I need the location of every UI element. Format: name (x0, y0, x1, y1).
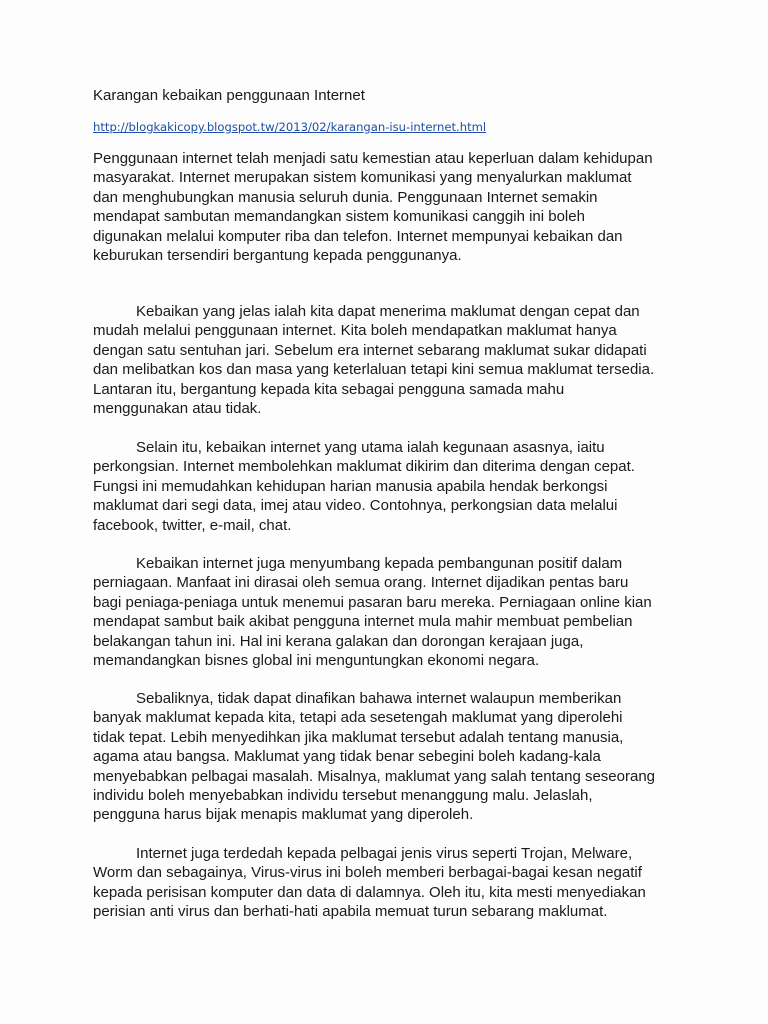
paragraph-line: kepada perisisan komputer dan data di dalamnya. Oleh itu, kita mesti menyediakan (93, 883, 646, 901)
paragraph-line: keburukan tersendiri bergantung kepada penggunanya. (93, 247, 462, 265)
paragraph-intro (93, 149, 683, 265)
paragraph-line: mendapat sambut baik akibat pengguna internet mula mahir membuat pembelian (93, 613, 633, 631)
paragraph-keburukan (93, 689, 683, 825)
paragraph-line: dan melibatkan kos dan masa yang keterlaluan tetapi kini semua maklumat tersedia. (93, 361, 655, 379)
paragraph-line: tidak tepat. Lebih menyedihkan jika maklumat tersebut adalah tentang manusia, (93, 728, 624, 746)
paragraph-line: Internet juga terdedah kepada pelbagai jenis virus seperti Trojan, Melware, (136, 845, 633, 862)
paragraph-line: digunakan melalui komputer riba dan telefon. Internet mempunyai kebaikan dan (93, 227, 623, 245)
paragraph-line: Sebaliknya, tidak dapat dinafikan bahawa internet walaupun memberikan (136, 690, 622, 707)
paragraph-line: Kebaikan internet juga menyumbang kepada pembangunan positif dalam (136, 555, 623, 572)
paragraph-line: perisian anti virus dan berhati-hati apabila memuat turun sebarang maklumat. (93, 903, 608, 921)
paragraph-line: facebook, twitter, e-mail, chat. (93, 516, 292, 534)
paragraph-line: Lantaran itu, bergantung kepada kita sebagai pengguna samada mahu (93, 380, 565, 398)
paragraph-line: belakangan tahun ini. Hal ini kerana galakan dan dorongan kerajaan juga, (93, 632, 584, 650)
paragraph-line: Worm dan sebagainya, Virus-virus ini boleh memberi berbagai-bagai kesan negatif (93, 864, 642, 882)
paragraph-line: dengan satu sentuhan jari. Sebelum era internet sebarang maklumat sukar didapati (93, 341, 647, 359)
paragraph-line: pengguna harus bijak menapis maklumat yang diperoleh. (93, 806, 474, 824)
paragraph-line: banyak maklumat kepada kita, tetapi ada sesetengah maklumat yang diperolehi (93, 709, 623, 727)
paragraph-line: Penggunaan internet telah menjadi satu kemestian atau keperluan dalam kehidupan (93, 150, 653, 167)
paragraph-line: dan menghubungkan manusia seluruh dunia. Penggunaan Internet semakin (93, 188, 598, 206)
paragraph-line: perniagaan. Manfaat ini dirasai oleh semua orang. Internet dijadikan pentas baru (93, 574, 629, 592)
paragraph-line: memandangkan bisnes global ini menguntungkan ekonomi negara. (93, 652, 540, 670)
paragraph-line: Fungsi ini memudahkan kehidupan harian manusia apabila hendak berkongsi (93, 477, 608, 495)
paragraph-kebaikan-maklumat (93, 302, 683, 418)
paragraph-virus (93, 844, 683, 922)
paragraph-line: Selain itu, kebaikan internet yang utama ialah kegunaan asasnya, iaitu (136, 439, 605, 456)
source-link[interactable]: http://blogkakicopy.blogspot.tw/2013/02/karangan-isu-internet.html (93, 120, 487, 134)
paragraph-perniagaan (93, 554, 683, 670)
paragraph-line: bagi peniaga-peniaga untuk menemui pasaran baru mereka. Perniagaan online kian (93, 593, 652, 611)
paragraph-line: menggunakan atau tidak. (93, 400, 262, 418)
paragraph-line: perkongsian. Internet membolehkan maklumat dikirim dan diterima dengan cepat. (93, 458, 635, 476)
paragraph-line: individu boleh menyebabkan individu tersebut menanggung malu. Jelaslah, (93, 787, 593, 805)
document-title: Karangan kebaikan penggunaan Internet (93, 87, 365, 104)
paragraph-line: maklumat dari segi data, imej atau video. Contohnya, perkongsian data melalui (93, 497, 618, 515)
paragraph-line: menyebabkan pelbagai masalah. Misalnya, maklumat yang salah tentang seseorang (93, 767, 656, 785)
paragraph-line: mudah melalui penggunaan internet. Kita boleh mendapatkan maklumat hanya (93, 322, 617, 340)
paragraph-line: masyarakat. Internet merupakan sistem komunikasi yang menyalurkan maklumat (93, 169, 632, 187)
paragraph-line: mendapat sambutan memandangkan sistem komunikasi canggih ini boleh (93, 208, 585, 226)
paragraph-perkongsian (93, 438, 683, 535)
paragraph-line: Kebaikan yang jelas ialah kita dapat menerima maklumat dengan cepat dan (136, 303, 640, 320)
paragraph-line: agama atau bangsa. Maklumat yang tidak benar sebegini boleh kadang-kala (93, 748, 601, 766)
